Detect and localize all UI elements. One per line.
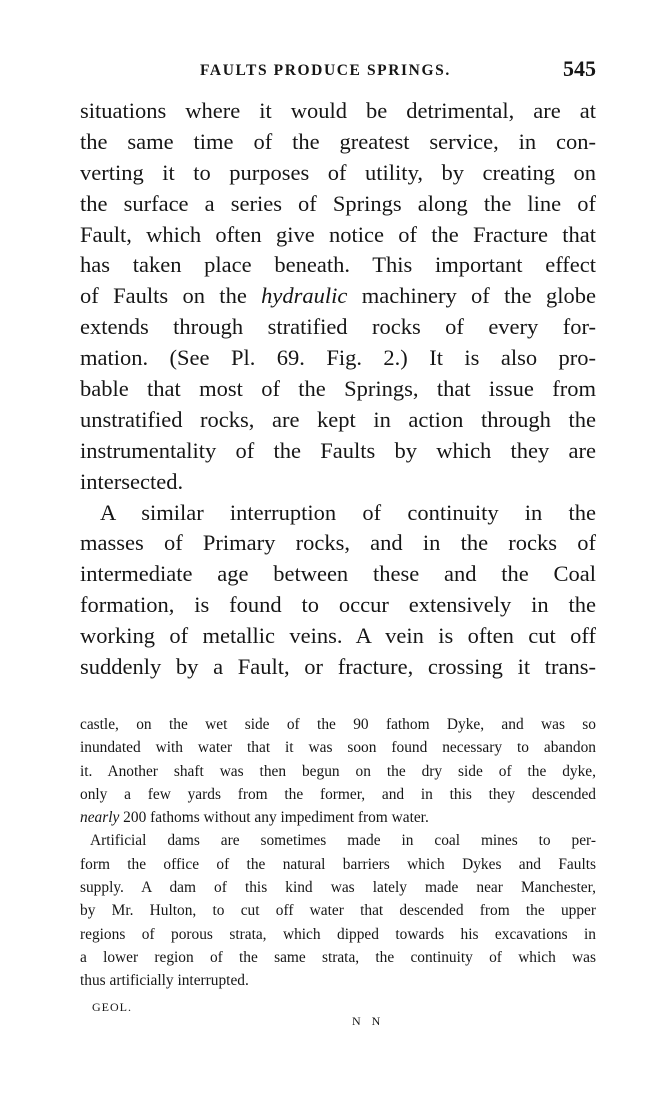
body-line-text: of Faults on the	[80, 283, 262, 309]
body-line: Fault, which often give notice of the Fracture that	[80, 221, 596, 247]
running-title: FAULTS PRODUCE SPRINGS.	[200, 62, 451, 79]
body-line: suddenly by a Fault, or fracture, crossing it trans-	[80, 654, 596, 680]
footnote-line: by Mr. Hulton, to cut off water that descended from the upper	[80, 902, 596, 920]
body-line: formation, is found to occur extensively in the	[80, 592, 596, 618]
footnote-line: supply. A dam of this kind was lately made near Manchester,	[80, 879, 596, 897]
body-line: unstratified rocks, are kept in action through the	[80, 406, 596, 432]
footnote-line	[80, 806, 596, 829]
footnote-line: castle, on the wet side of the 90 fathom Dyke, and was so	[80, 716, 596, 733]
footnote-line: only a few yards from the former, and in this they descended	[80, 785, 596, 803]
body-line: has taken place beneath. This important effect	[80, 252, 596, 278]
body-line: the surface a series of Springs along the line of	[80, 190, 596, 216]
body-line: verting it to purposes of utility, by creating on	[80, 159, 596, 185]
footnote-line: inundated with water that it was soon found necessary to abandon	[80, 739, 596, 757]
body-line: intermediate age between these and the Coal	[80, 561, 596, 587]
footnote-line: regions of porous strata, which dipped towards his excavations in	[80, 925, 596, 943]
body-line: instrumentality of the Faults by which they are	[80, 437, 596, 463]
body-line: working of metallic veins. A vein is often cut off	[80, 623, 596, 649]
footnote-line: Artificial dams are sometimes made in coal mines to per-	[90, 832, 596, 850]
body-line: bable that most of the Springs, that issue from	[80, 376, 596, 402]
footnote-line: form the office of the natural barriers which Dykes and Faults	[80, 855, 596, 873]
body-line: situations where it would be detrimental, are at	[80, 98, 596, 123]
body-line: extends through stratified rocks of every for-	[80, 314, 596, 340]
italic-word: hydraulic	[261, 283, 348, 309]
signature-mark: GEOL.	[92, 1000, 132, 1014]
footnote-line: a lower region of the same strata, the continuity of which was	[80, 948, 596, 966]
footnote-line: thus artificially interrupted.	[80, 972, 249, 990]
running-head	[80, 58, 596, 86]
italic-word: nearly	[80, 809, 120, 827]
body-line: mation. (See Pl. 69. Fig. 2.) It is also pro-	[80, 345, 596, 371]
main-text	[80, 96, 596, 683]
body-line-text: machinery of the globe	[347, 283, 596, 309]
footnote-line-text: 200 fathoms without any impediment from water.	[119, 809, 429, 827]
body-line: intersected.	[80, 468, 184, 494]
footnote-block	[80, 713, 596, 993]
page-number: 545	[563, 56, 596, 81]
body-line: the same time of the greatest service, in con-	[80, 128, 596, 154]
signature-letters: N N	[352, 1014, 385, 1028]
body-line: masses of Primary rocks, and in the rocks of	[80, 530, 596, 556]
body-line: A similar interruption of continuity in the	[100, 499, 596, 525]
body-line	[80, 281, 596, 312]
footnote-line: it. Another shaft was then begun on the dry side of the dyke,	[80, 762, 596, 780]
